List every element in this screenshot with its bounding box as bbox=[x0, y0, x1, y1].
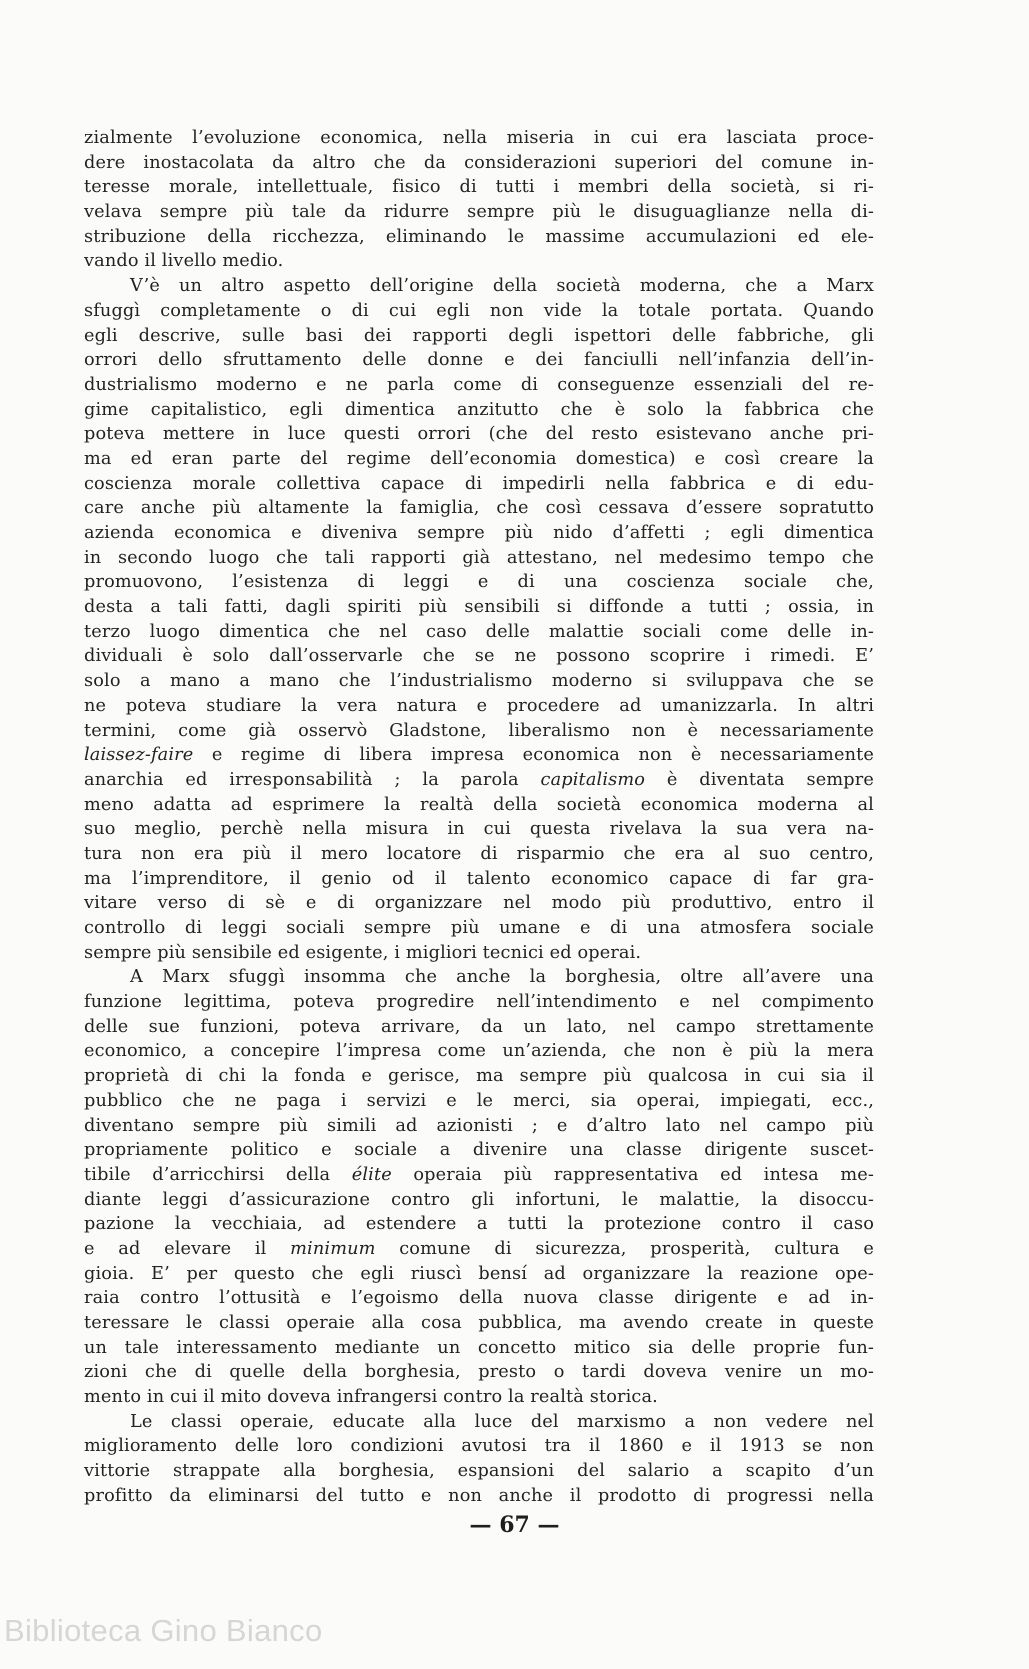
text-line bbox=[84, 768, 874, 793]
text-line bbox=[84, 891, 874, 916]
text-segment: gime capitalistico, egli dimentica anzitutto che è solo la fabbrica che bbox=[84, 399, 874, 420]
text-segment: è diventata sempre bbox=[645, 769, 874, 790]
text-line bbox=[84, 1286, 874, 1311]
text-line bbox=[84, 1212, 874, 1237]
text-line bbox=[84, 1484, 874, 1509]
text-segment: vando il livello medio. bbox=[84, 251, 284, 272]
text-line bbox=[84, 1434, 874, 1459]
body-text bbox=[84, 126, 874, 1509]
text-line bbox=[84, 200, 874, 225]
text-segment: diventano sempre più simili ad azionisti ; e d’altro lato nel campo più bbox=[84, 1115, 874, 1136]
text-line bbox=[84, 126, 874, 151]
text-line bbox=[84, 990, 874, 1015]
text-line bbox=[84, 249, 874, 274]
text-line bbox=[84, 496, 874, 521]
text-line bbox=[84, 1138, 874, 1163]
text-segment: funzione legittima, poteva progredire nell’intendimento e nel compimento bbox=[84, 992, 874, 1013]
text-line bbox=[84, 299, 874, 324]
text-segment: ma l’imprenditore, il genio od il talento economico capace di far gra- bbox=[84, 868, 874, 889]
text-line bbox=[84, 422, 874, 447]
text-line bbox=[84, 324, 874, 349]
text-segment: termini, come già osservò Gladstone, liberalismo non è necessariamente bbox=[84, 720, 874, 741]
text-segment: vittorie strappate alla borghesia, espansioni del salario a scapito d’un bbox=[84, 1461, 874, 1482]
page-number: — 67 — bbox=[469, 1512, 560, 1538]
text-line bbox=[84, 743, 874, 768]
text-line bbox=[84, 1089, 874, 1114]
text-segment: in secondo luogo che tali rapporti già attestano, nel medesimo tempo che bbox=[84, 547, 874, 568]
text-segment: V’è un altro aspetto dell’origine della società moderna, che a Marx bbox=[130, 276, 874, 297]
text-segment: solo a mano a mano che l’industrialismo moderno si sviluppava che se bbox=[84, 671, 874, 692]
text-segment: e regime di libera impresa economica non è necessariamente bbox=[193, 745, 874, 766]
text-segment: sempre più sensibile ed esigente, i migliori tecnici ed operai. bbox=[84, 942, 642, 963]
text-segment: promuovono, l’esistenza di leggi e di una coscienza sociale che, bbox=[84, 572, 874, 593]
text-segment: un tale interessamento mediante un concetto mitico sia delle proprie fun- bbox=[84, 1337, 874, 1358]
italic-term: élite bbox=[351, 1164, 392, 1185]
library-watermark: Biblioteca Gino Bianco bbox=[4, 1613, 323, 1648]
text-line bbox=[84, 842, 874, 867]
text-line bbox=[84, 1237, 874, 1262]
text-line bbox=[84, 1262, 874, 1287]
text-segment: pubblico che ne paga i servizi e le merci, sia operai, impiegati, ecc., bbox=[84, 1090, 874, 1111]
text-segment: egli descrive, sulle basi dei rapporti degli ispettori delle fabbriche, gli bbox=[84, 325, 874, 346]
text-segment: controllo di leggi sociali sempre più umane e di una atmosfera sociale bbox=[84, 918, 874, 938]
text-segment: operaia più rappresentativa ed intesa me- bbox=[391, 1164, 874, 1185]
text-line bbox=[84, 941, 874, 966]
text-line bbox=[84, 1360, 874, 1385]
text-line bbox=[84, 965, 874, 990]
text-segment: zialmente l’evoluzione economica, nella miseria in cui era lasciata proce- bbox=[84, 128, 874, 148]
text-segment: orrori dello sfruttamento delle donne e dei fanciulli nell’infanzia dell’in- bbox=[84, 350, 874, 371]
text-segment: A Marx sfuggì insomma che anche la borghesia, oltre all’avere una bbox=[130, 967, 874, 988]
text-line bbox=[84, 1188, 874, 1213]
text-segment: poteva mettere in luce questi orrori (che del resto esistevano anche pri- bbox=[84, 424, 874, 445]
text-line bbox=[84, 817, 874, 842]
text-line bbox=[84, 373, 874, 398]
italic-term: minimum bbox=[290, 1238, 376, 1259]
text-segment: raia contro l’ottusità e l’egoismo della nuova classe dirigente e ad in- bbox=[84, 1288, 874, 1309]
text-segment: meno adatta ad esprimere la realtà della società economica moderna al bbox=[84, 794, 874, 815]
text-segment: economico, a concepire l’impresa come un’azienda, che non è più la mera bbox=[84, 1041, 874, 1062]
text-line bbox=[84, 1311, 874, 1336]
text-line bbox=[84, 274, 874, 299]
text-segment: ne poteva studiare la vera natura e procedere ad umanizzarla. In altri bbox=[84, 695, 874, 716]
text-line bbox=[84, 1163, 874, 1188]
text-segment: propriamente politico e sociale a divenire una classe dirigente suscet- bbox=[84, 1140, 874, 1161]
text-segment: desta a tali fatti, dagli spiriti più sensibili si diffonde a tutti ; ossia, in bbox=[84, 597, 874, 618]
text-line bbox=[84, 620, 874, 645]
text-segment: delle sue funzioni, poteva arrivare, da un lato, nel campo strettamente bbox=[84, 1016, 874, 1037]
text-line bbox=[84, 595, 874, 620]
text-segment: dustrialismo moderno e ne parla come di conseguenze essenziali del re- bbox=[84, 374, 874, 395]
text-segment: proprietà di chi la fonda e gerisce, ma sempre più qualcosa in cui sia il bbox=[84, 1066, 874, 1087]
text-segment: tibile d’arricchirsi della bbox=[84, 1164, 352, 1185]
text-line bbox=[84, 1410, 874, 1435]
text-line bbox=[84, 175, 874, 200]
text-segment: coscienza morale collettiva capace di impedirli nella fabbrica e di edu- bbox=[84, 473, 874, 494]
text-segment: comune di sicurezza, prosperità, cultura e bbox=[375, 1238, 874, 1259]
text-line bbox=[84, 151, 874, 176]
text-line bbox=[84, 447, 874, 472]
text-line bbox=[84, 1039, 874, 1064]
text-line bbox=[84, 472, 874, 497]
text-segment: teresse morale, intellettuale, fisico di tutti i membri della società, si ri- bbox=[84, 177, 874, 198]
text-segment: velava sempre più tale da ridurre sempre più le disuguaglianze nella di- bbox=[84, 202, 874, 223]
text-segment: tura non era più il mero locatore di risparmio che era al suo centro, bbox=[84, 843, 874, 864]
text-line bbox=[84, 867, 874, 892]
text-line bbox=[84, 1459, 874, 1484]
text-segment: sfuggì completamente o di cui egli non vide la totale portata. Quando bbox=[84, 300, 874, 321]
text-segment: dere inostacolata da altro che da considerazioni superiori del comune in- bbox=[84, 152, 874, 173]
italic-term: capitalismo bbox=[540, 769, 646, 790]
text-segment: stribuzione della ricchezza, eliminando le massime accumulazioni ed ele- bbox=[84, 226, 874, 247]
text-line bbox=[84, 521, 874, 546]
text-segment: e ad elevare il bbox=[84, 1238, 291, 1259]
text-line bbox=[84, 348, 874, 373]
text-line bbox=[84, 1336, 874, 1361]
text-line bbox=[84, 1015, 874, 1040]
text-line bbox=[84, 916, 874, 941]
text-line bbox=[84, 398, 874, 423]
text-segment: gioia. E’ per questo che egli riuscì bensí ad organizzare la reazione ope- bbox=[84, 1263, 874, 1284]
text-line bbox=[84, 546, 874, 571]
italic-term: laissez-faire bbox=[84, 745, 194, 766]
text-segment: miglioramento delle loro condizioni avutosi tra il 1860 e il 1913 se non bbox=[84, 1436, 874, 1457]
text-segment: mento in cui il mito doveva infrangersi contro la realtà storica. bbox=[84, 1387, 658, 1408]
text-segment: diante leggi d’assicurazione contro gli infortuni, le malattie, la disoccu- bbox=[84, 1189, 874, 1210]
text-segment: anarchia ed irresponsabilità ; la parola bbox=[84, 769, 541, 790]
text-line bbox=[84, 669, 874, 694]
text-segment: terzo luogo dimentica che nel caso delle malattie sociali come delle in- bbox=[84, 621, 874, 642]
text-line bbox=[84, 1114, 874, 1139]
text-segment: profitto da eliminarsi del tutto e non anche il prodotto di progressi nella bbox=[84, 1485, 874, 1506]
text-segment: ma ed eran parte del regime dell’economia domestica) e così creare la bbox=[84, 448, 874, 469]
text-segment: care anche più altamente la famiglia, che così cessava d’essere sopratutto bbox=[84, 498, 874, 519]
text-segment: pazione la vecchiaia, ad estendere a tutti la protezione contro il caso bbox=[84, 1214, 874, 1235]
text-line bbox=[84, 719, 874, 744]
text-segment: teressare le classi operaie alla cosa pubblica, ma avendo create in queste bbox=[84, 1313, 874, 1333]
text-line bbox=[84, 793, 874, 818]
text-segment: zioni che di quelle della borghesia, presto o tardi doveva venire un mo- bbox=[84, 1362, 874, 1383]
text-segment: Le classi operaie, educate alla luce del marxismo a non vedere nel bbox=[130, 1411, 874, 1432]
text-line bbox=[84, 225, 874, 250]
text-line bbox=[84, 694, 874, 719]
text-line bbox=[84, 644, 874, 669]
text-segment: suo meglio, perchè nella misura in cui questa rivelava la sua vera na- bbox=[84, 819, 874, 840]
text-line bbox=[84, 1064, 874, 1089]
text-segment: dividuali è solo dall’osservarle che se ne possono scoprire i rimedi. E’ bbox=[84, 646, 874, 667]
text-segment: vitare verso di sè e di organizzare nel modo più produttivo, entro il bbox=[84, 893, 874, 914]
text-line bbox=[84, 1385, 874, 1410]
text-line bbox=[84, 570, 874, 595]
text-segment: azienda economica e diveniva sempre più nido d’affetti ; egli dimentica bbox=[84, 523, 874, 543]
